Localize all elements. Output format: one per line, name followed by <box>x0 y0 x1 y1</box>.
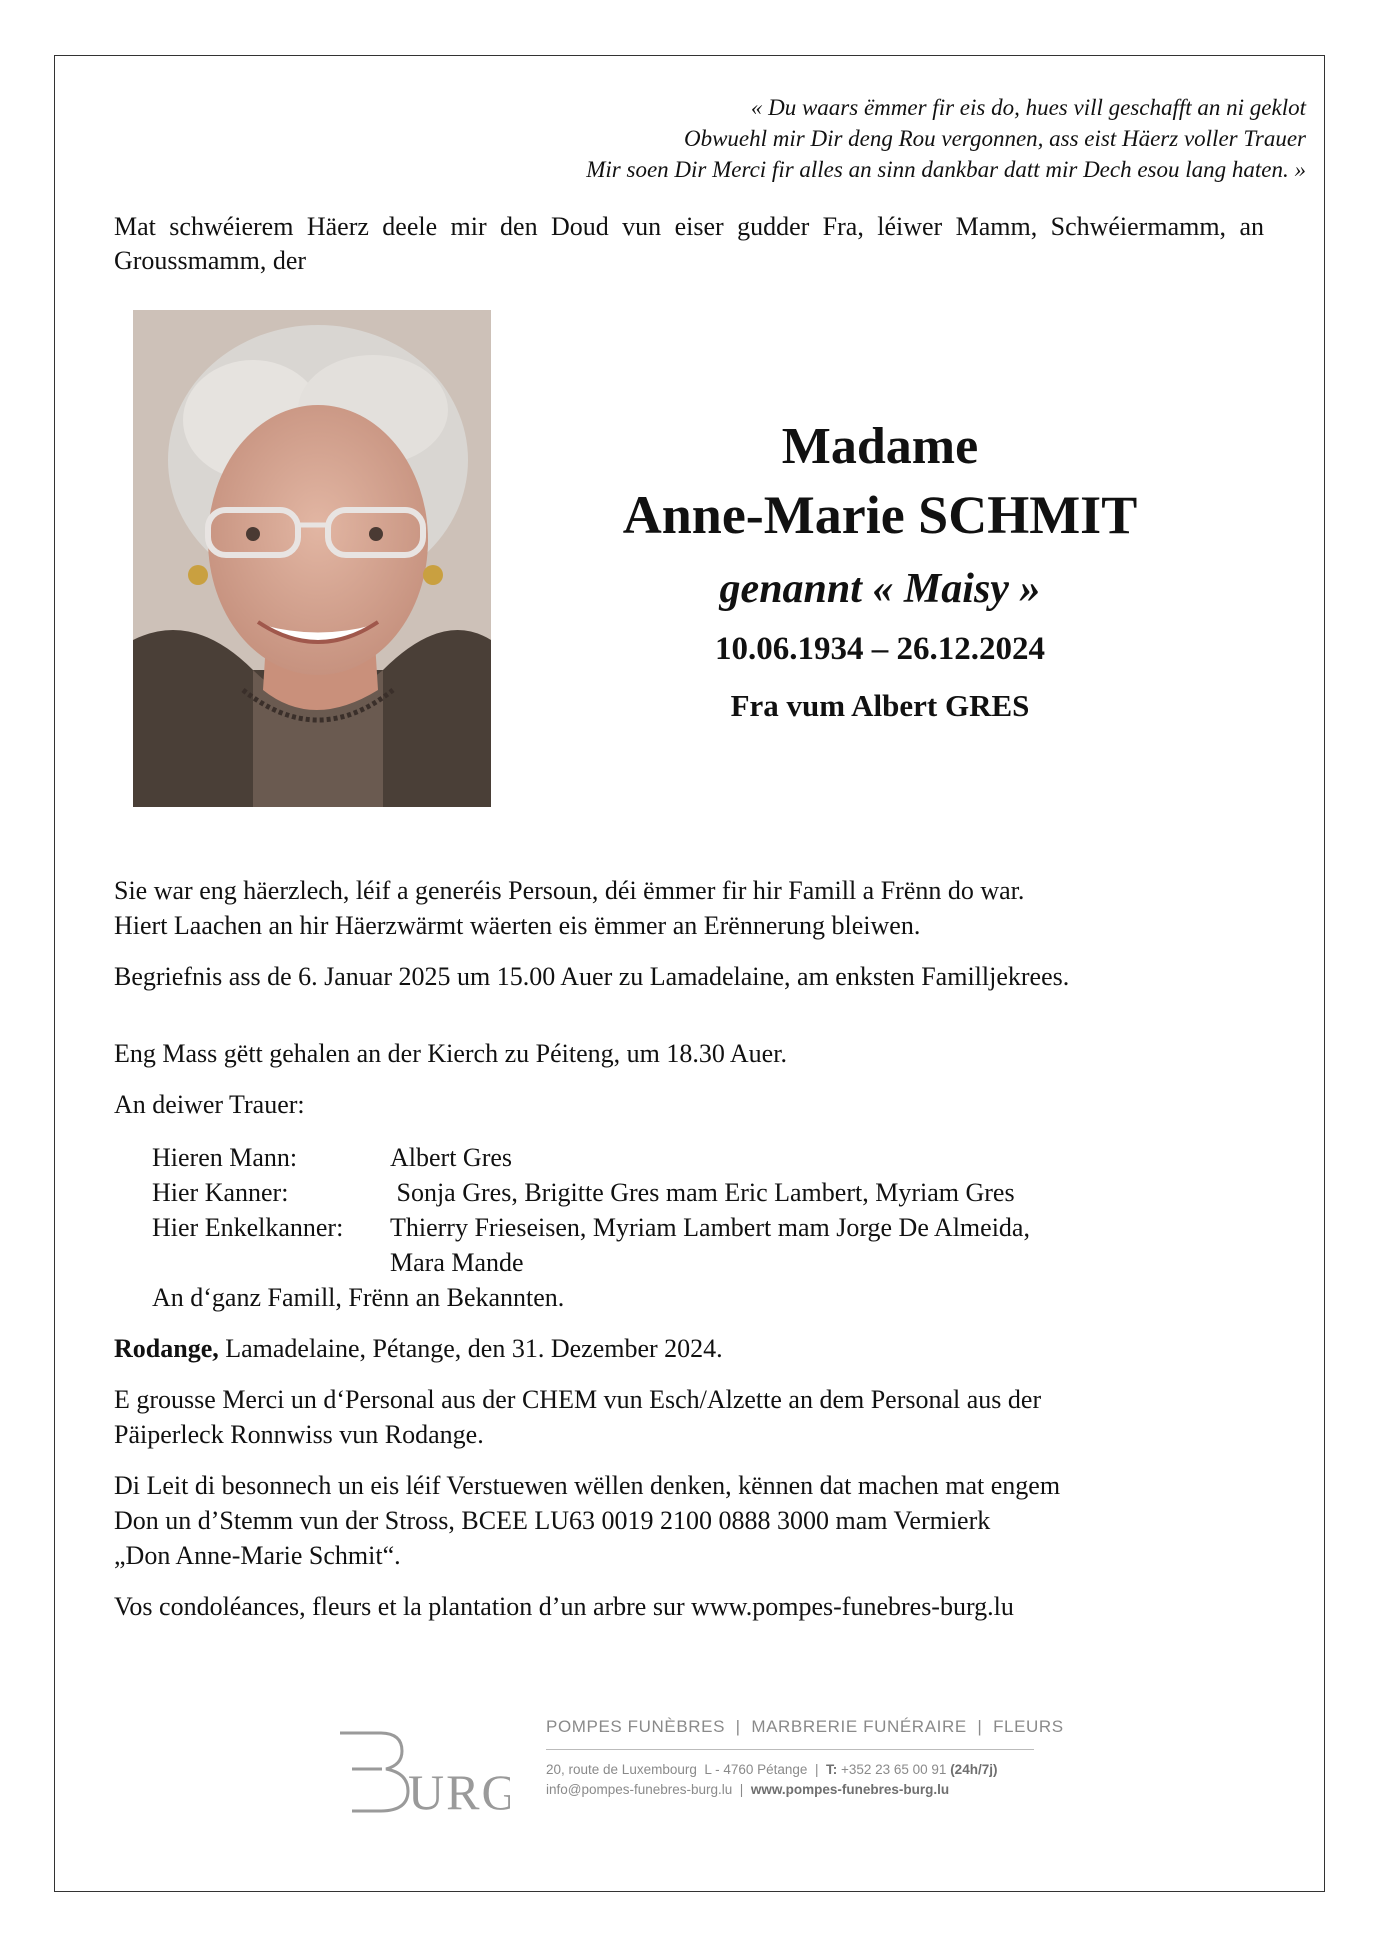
mourner-names: Albert Gres <box>390 1143 513 1172</box>
intro-paragraph: Mat schwéierem Häerz deele mir den Doud vun eiser gudder Fra, léiwer Mamm, Schwéiermamm, an Groussmamm, der <box>114 212 1264 275</box>
mass-paragraph: Eng Mass gëtt gehalen an der Kierch zu Péiteng, um 18.30 Auer. <box>114 1039 787 1068</box>
footer-phone-hours: (24h/7j) <box>950 1762 998 1777</box>
deceased-name: Anne-Marie SCHMIT <box>622 485 1138 545</box>
mourner-row <box>152 1210 1274 1245</box>
thanks-line-1: E grousse Merci un d‘Personal aus der CHEM vun Esch/Alzette an dem Personal aus der <box>114 1385 1042 1414</box>
mourner-row <box>152 1245 1274 1280</box>
deceased-alias: genannt « Maisy » <box>719 566 1041 612</box>
mourner-role: Hier Kanner: <box>152 1178 289 1207</box>
condolences-line: Vos condoléances, fleurs et la plantation d’un arbre sur www.pompes-funebres-burg.lu <box>114 1592 1014 1621</box>
mourner-role: Hieren Mann: <box>152 1143 298 1172</box>
funeral-home-footer <box>330 1715 1064 1825</box>
portrait-photo <box>133 310 491 807</box>
mourners-list <box>152 1140 1274 1315</box>
donation-line-2: Don un d’Stemm vun der Stross, BCEE LU63 0019 2100 0888 3000 mam Vermierk <box>114 1506 991 1535</box>
footer-address: 20, route de Luxembourg L - 4760 Pétange | <box>546 1762 826 1777</box>
tribute-line-1: Sie war eng häerzlech, léif a generéis Persoun, déi ëmmer fir hir Famill a Frënn do war. <box>114 876 1025 905</box>
quote-line-1: « Du waars ëmmer fir eis do, hues vill geschafft an ni geklot <box>750 95 1306 120</box>
footer-contact-line <box>546 1780 1064 1800</box>
deceased-heading <box>560 415 1200 731</box>
footer-divider <box>546 1749 1034 1750</box>
donation-line-3: „Don Anne-Marie Schmit“. <box>114 1541 401 1570</box>
thanks-line-2: Päiperleck Ronnwiss vun Rodange. <box>114 1420 484 1449</box>
footer-address-line <box>546 1760 1064 1780</box>
donation-paragraph <box>114 1468 1274 1573</box>
thanks-paragraph <box>114 1382 1274 1452</box>
mourner-names: Sonja Gres, Brigitte Gres mam Eric Lambert, Myriam Gres <box>390 1178 1015 1207</box>
place-rest: Lamadelaine, Pétange, den 31. Dezember 2024. <box>218 1334 723 1363</box>
place-bold: Rodange, <box>114 1334 219 1363</box>
mourner-names: Thierry Frieseisen, Myriam Lambert mam Jorge De Almeida, <box>390 1213 1030 1242</box>
footer-website[interactable]: www.pompes-funebres-burg.lu <box>750 1782 950 1797</box>
notice-body <box>114 873 1274 1640</box>
mourner-role <box>152 1245 390 1280</box>
svg-text:URG: URG <box>408 1764 510 1815</box>
footer-phone: +352 23 65 00 91 <box>837 1762 951 1777</box>
mourner-names: Mara Mande <box>390 1248 524 1277</box>
life-dates: 10.06.1934 – 26.12.2024 <box>715 631 1045 667</box>
tribute-paragraph <box>114 873 1274 943</box>
mourner-row <box>152 1175 1274 1210</box>
mourner-row <box>152 1140 1274 1175</box>
burg-logo <box>330 1723 510 1815</box>
mourner-role: Hier Enkelkanner: <box>152 1213 344 1242</box>
place-date-line <box>114 1331 1274 1366</box>
family-line: An d‘ganz Famill, Frënn an Bekannten. <box>152 1283 565 1312</box>
quote-line-2: Obwuehl mir Dir deng Rou vergonnen, ass eist Häerz voller Trauer <box>683 126 1306 151</box>
tribute-line-2: Hiert Laachen an hir Häerzwärmt wäerten eis ëmmer an Erënnerung bleiwen. <box>114 911 921 940</box>
honorific: Madame <box>781 418 979 475</box>
epigraph-quote <box>106 92 1306 185</box>
footer-services: POMPES FUNÈBRES | MARBRERIE FUNÉRAIRE | FLEURS <box>546 1717 1064 1736</box>
footer-text <box>546 1715 1064 1800</box>
footer-email[interactable]: info@pompes-funebres-burg.lu | <box>546 1782 751 1797</box>
donation-line-1: Di Leit di besonnech un eis léif Verstuewen wëllen denken, kënnen dat machen mat engem <box>114 1471 1061 1500</box>
burial-paragraph: Begriefnis ass de 6. Januar 2025 um 15.00 Auer zu Lamadelaine, am enksten Familljekrees. <box>114 962 1070 991</box>
mourning-intro: An deiwer Trauer: <box>114 1090 305 1119</box>
footer-phone-label: T: <box>825 1762 838 1777</box>
quote-line-3: Mir soen Dir Merci fir alles an sinn dankbar datt mir Dech esou lang haten. » <box>586 157 1306 182</box>
spouse-line: Fra vum Albert GRES <box>730 688 1030 723</box>
